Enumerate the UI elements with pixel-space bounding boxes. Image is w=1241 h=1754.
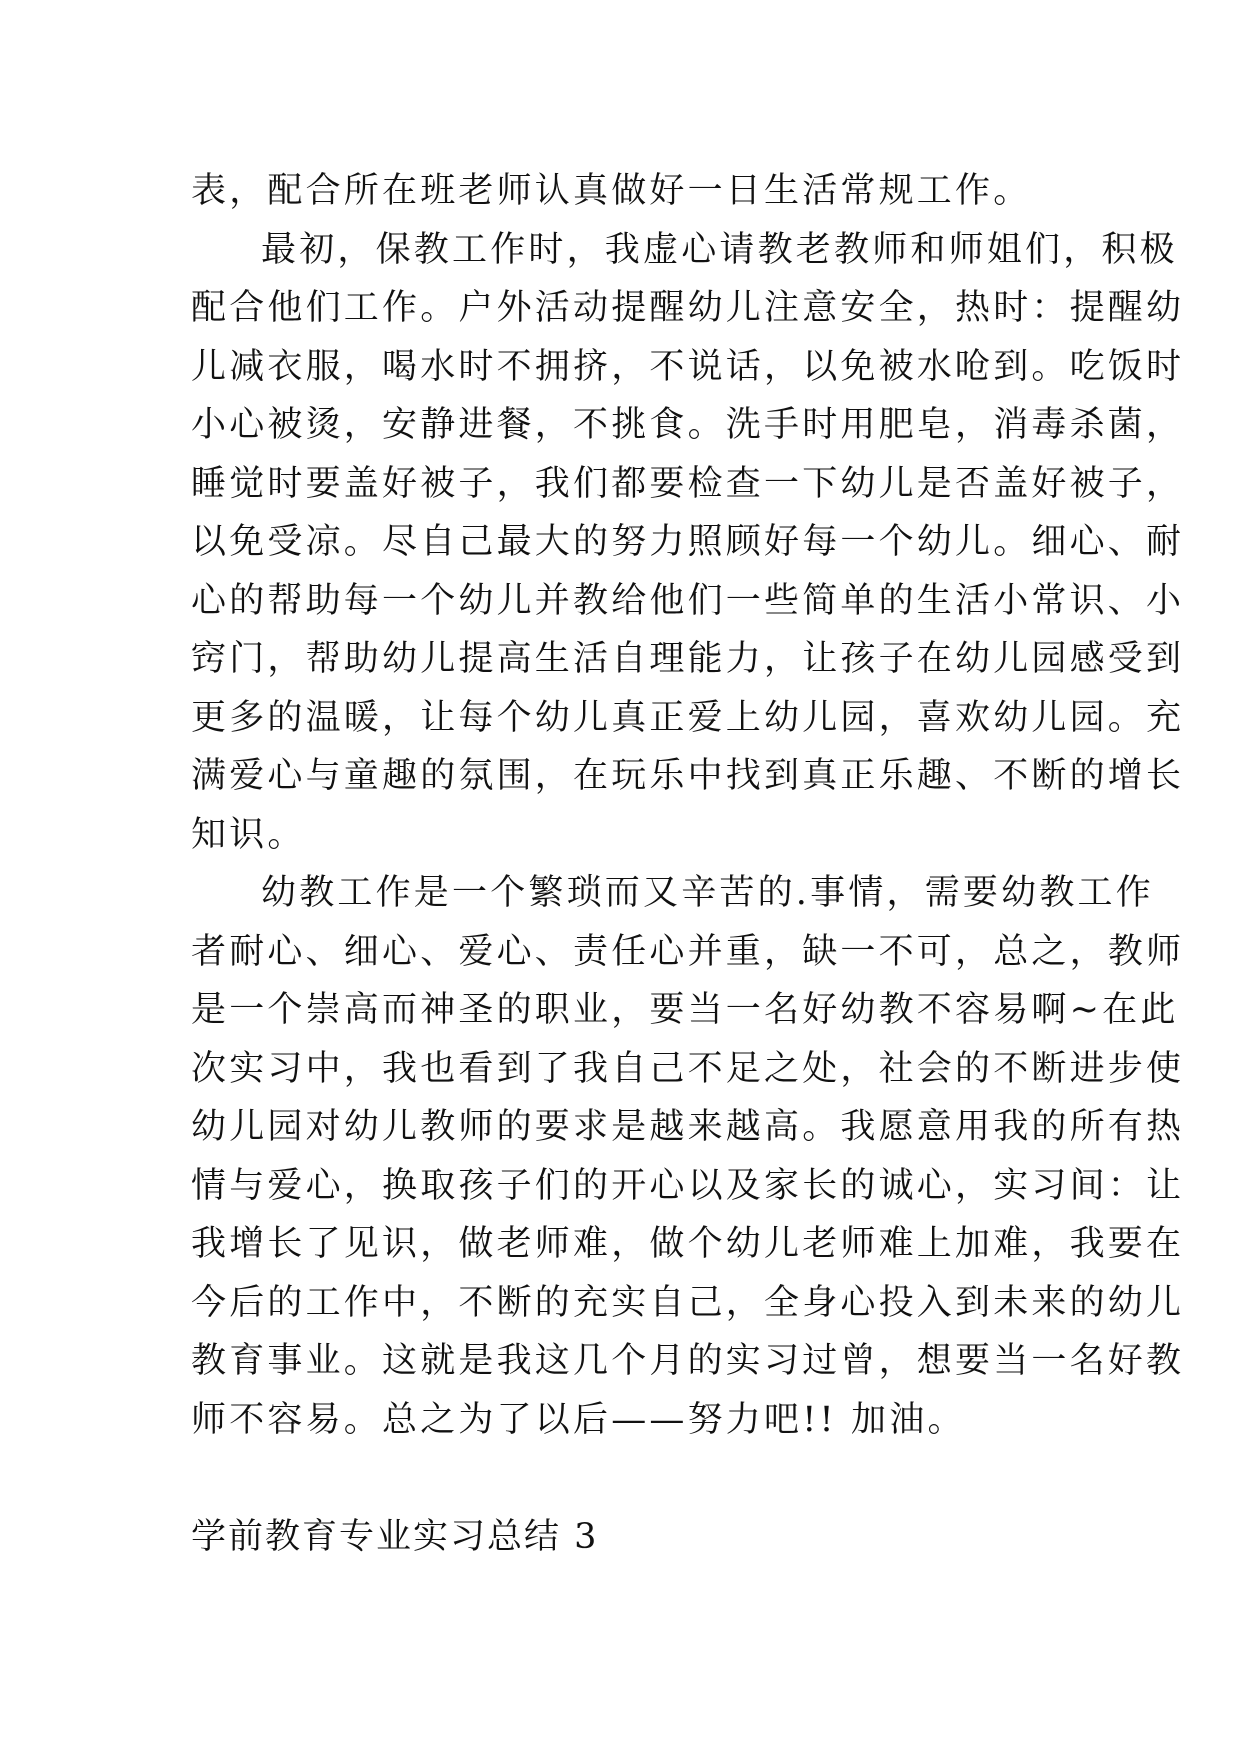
text-line: 教育事业。这就是我这几个月的实习过曾，想要当一名好教 xyxy=(191,1341,1185,1381)
text-line: 者耐心、细心、爱心、责任心并重，缺一不可，总之，教师 xyxy=(191,931,1185,972)
text-line: 满爱心与童趣的氛围，在玩乐中找到真正乐趣、不断的增长 xyxy=(191,756,1185,796)
text-line: 表，配合所在班老师认真做好一日生活常规工作。 xyxy=(191,171,1032,211)
text-line: 以免受凉。尽自己最大的努力照顾好每一个幼儿。细心、耐 xyxy=(191,522,1185,562)
section-heading: 学前教育专业实习总结 3 xyxy=(191,1516,599,1557)
text-line: 今后的工作中，不断的充实自己，全身心投入到未来的幼儿 xyxy=(191,1282,1185,1323)
paragraph-first-line: 幼教工作是一个繁琐而又辛苦的.事情，需要幼教工作 xyxy=(261,873,1154,913)
text-line: 我增长了见识，做老师难，做个幼儿老师难上加难，我要在 xyxy=(191,1224,1185,1264)
document-body xyxy=(191,162,1185,1566)
text-line: 心的帮助每一个幼儿并教给他们一些简单的生活小常识、小 xyxy=(191,580,1185,621)
text-line: 更多的温暖，让每个幼儿真正爱上幼儿园，喜欢幼儿园。充 xyxy=(191,697,1185,738)
text-line: 是一个崇高而神圣的职业，要当一名好幼教不容易啊~在此 xyxy=(191,990,1179,1030)
text-line: 儿减衣服，喝水时不拥挤，不说话，以免被水呛到。吃饭时 xyxy=(191,346,1185,387)
text-line: 知识。 xyxy=(191,814,306,855)
text-line: 睡觉时要盖好被子，我们都要检查一下幼儿是否盖好被子， xyxy=(191,463,1185,504)
text-line: 配合他们工作。户外活动提醒幼儿注意安全，热时：提醒幼 xyxy=(191,288,1185,328)
paragraph-first-line: 最初，保教工作时，我虚心请教老教师和师姐们，积极 xyxy=(261,229,1178,270)
text-line: 小心被烫，安静进餐，不挑食。洗手时用肥皂，消毒杀菌， xyxy=(191,405,1185,445)
text-line: 次实习中，我也看到了我自己不足之处，社会的不断进步使 xyxy=(191,1048,1185,1089)
text-line: 情与爱心，换取孩子们的开心以及家长的诚心，实习间：让 xyxy=(191,1165,1185,1206)
blank-line xyxy=(191,1449,1071,1508)
text-line: 幼儿园对幼儿教师的要求是越来越高。我愿意用我的所有热 xyxy=(191,1107,1185,1147)
text-line: 师不容易。总之为了以后——努力吧!! 加油。 xyxy=(191,1399,966,1440)
text-line: 窍门，帮助幼儿提高生活自理能力，让孩子在幼儿园感受到 xyxy=(191,639,1185,679)
